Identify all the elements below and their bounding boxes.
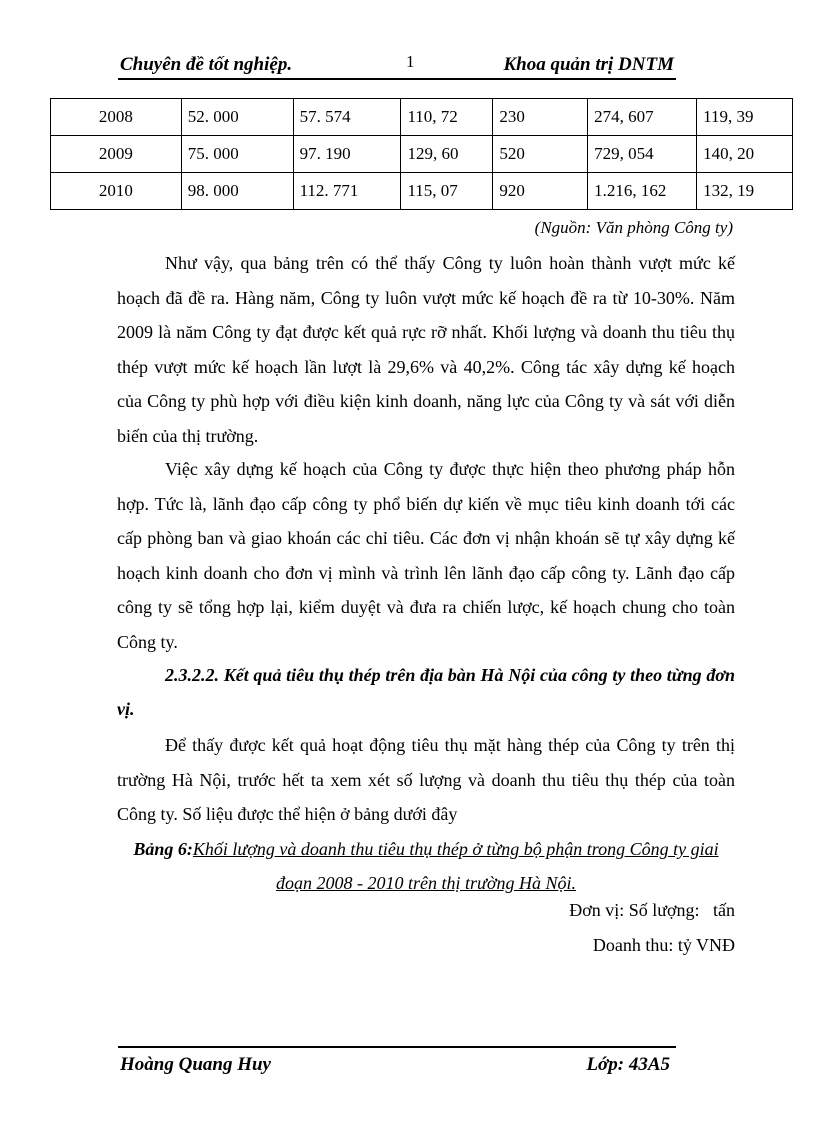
table-caption	[117, 832, 735, 900]
footer-author: Hoàng Quang Huy	[120, 1054, 271, 1075]
table-cell: 274, 607	[588, 99, 697, 136]
table-row	[51, 99, 793, 136]
header-department: Khoa quản trị DNTM	[503, 54, 674, 75]
paragraph-1: Như vậy, qua bảng trên có thể thấy Công ty luôn hoàn thành vượt mức kế hoạch đã đề ra. Hàng năm, Công ty luôn vượt mức kế hoạch đề ra từ 10-30%. Năm 2009 là năm Công ty đạt được kết quả rực rỡ nhất. Khối lượng và doanh thu tiêu thụ thép vượt mức kế hoạch lần lượt là 29,6% và 40,2%. Công tác xây dựng kế hoạch của Công ty phù hợp với điều kiện kinh doanh, năng lực của Công ty và sát với diễn biến của thị trường.	[117, 253, 735, 446]
unit-revenue: Doanh thu: tỷ VNĐ	[592, 935, 735, 955]
table-cell: 140, 20	[697, 136, 793, 173]
table-cell: 115, 07	[401, 173, 493, 210]
table-cell: 57. 574	[293, 99, 401, 136]
data-table	[50, 98, 793, 210]
table-cell: 97. 190	[293, 136, 401, 173]
table-cell: 520	[493, 136, 588, 173]
table-cell: 132, 19	[697, 173, 793, 210]
table-cell: 2008	[51, 99, 182, 136]
table-cell: 230	[493, 99, 588, 136]
table-row	[51, 136, 793, 173]
footer-class: Lớp: 43A5	[586, 1054, 670, 1075]
table-cell: 2010	[51, 173, 182, 210]
table-cell: 52. 000	[181, 99, 293, 136]
unit-quantity: Đơn vị: Số lượng: tấn	[569, 900, 735, 920]
table-cell: 1.216, 162	[588, 173, 697, 210]
table-cell: 75. 000	[181, 136, 293, 173]
caption-label: Bảng 6:	[133, 839, 193, 859]
page-footer	[118, 1046, 676, 1078]
page-header	[118, 52, 676, 80]
table-cell: 119, 39	[697, 99, 793, 136]
paragraph-3: Để thấy được kết quả hoạt động tiêu thụ mặt hàng thép của Công ty trên thị trường Hà Nội, trước hết ta xem xét số lượng và doanh thu tiêu thụ thép của toàn Công ty. Số liệu được thể hiện ở bảng dưới đây	[117, 735, 735, 824]
section-heading: 2.3.2.2. Kết quả tiêu thụ thép trên địa bàn Hà Nội của công ty theo từng đơn vị.	[117, 665, 735, 719]
caption-text: Khối lượng và doanh thu tiêu thụ thép ở từng bộ phận trong Công ty giai đoạn 2008 - 2010 trên thị trường Hà Nội.	[192, 839, 719, 893]
header-title: Chuyên đề tốt nghiệp.	[120, 54, 293, 75]
table-cell: 112. 771	[293, 173, 401, 210]
table-row	[51, 173, 793, 210]
paragraph-2: Việc xây dựng kế hoạch của Công ty được thực hiện theo phương pháp hỗn hợp. Tức là, lãnh đạo cấp công ty phổ biến dự kiến về mục tiêu kinh doanh tới các cấp phòng ban và giao khoán các chỉ tiêu. Các đơn vị nhận khoán sẽ tự xây dựng kế hoạch kinh doanh cho đơn vị mình và trình lên lãnh đạo cấp công ty. Lãnh đạo cấp công ty sẽ tổng hợp lại, kiểm duyệt và đưa ra chiến lược, kế hoạch chung cho toàn Công ty.	[117, 459, 735, 652]
table-cell: 110, 72	[401, 99, 493, 136]
table-cell: 129, 60	[401, 136, 493, 173]
table-cell: 2009	[51, 136, 182, 173]
table-cell: 729, 054	[588, 136, 697, 173]
page-number: 1	[406, 52, 415, 71]
table-cell: 98. 000	[181, 173, 293, 210]
table-cell: 920	[493, 173, 588, 210]
source-note: (Nguồn: Văn phòng Công ty)	[534, 218, 733, 237]
